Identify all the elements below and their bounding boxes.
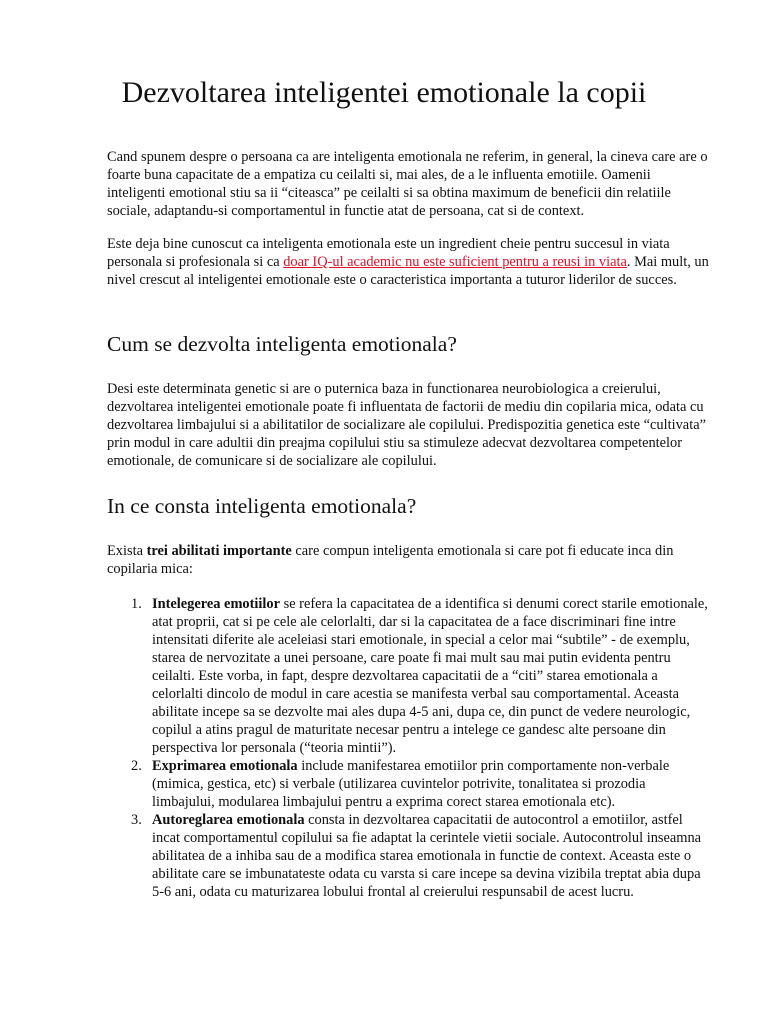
list-item-text: consta in dezvoltarea capacitatii de autocontrol a emotiilor, astfel incat comportamentul copilului sa fie adaptat la cerintele vietii sociale. Autocontrolul inseamna abilitatea de a inhiba sau de a modifica starea emotionala in functie de context. Aceasta este o abilitate care se imbunatateste odata cu varsta si care incepe sa devina vizibila treptat abia dupa 5-6 ani, odata cu maturizarea lobului frontal al creierului respunsabil de acest lucru.	[152, 812, 702, 900]
list-item	[107, 595, 711, 757]
abilities-list	[107, 595, 711, 901]
paragraph-development: Desi este determinata genetic si are o puternica baza in functionarea neurobiologica a creierului, dezvoltarea inteligentei emotionale poate fi influentata de factorii de mediu din copilaria mica, odata cu dezvoltarea limbajului si a abilitatilor de socializare ale copilului. Predispozitia genetica este “cultivata” prin modul in care adultii din preajma copilului stiu sa stimuleze adecvat dezvoltarea competentelor emotionale, de comunicare si de socializare ale copilului.	[107, 381, 706, 469]
list-item	[107, 811, 711, 901]
section-heading-components: In ce consta inteligenta emotionala?	[107, 494, 417, 518]
list-item	[107, 757, 711, 811]
intro-paragraph: Cand spunem despre o persoana ca are inteligenta emotionala ne referim, in general, la cineva care are o foarte buna capacitate de a empatiza cu ceilalti si, mai ales, de a le influenta emotiile. Oamenii inteligenti emotional stiu sa ii “citeasca” pe ceilalti si sa obtina maximum de beneficii din relatiile sociale, adaptandu-si comportamentul in functie atat de persoana, cat si de context.	[107, 149, 708, 219]
list-item-title: Autoreglarea emotionala	[152, 812, 305, 828]
list-item-title: Intelegerea emotiilor	[152, 596, 280, 612]
section-heading-development: Cum se dezvolta inteligenta emotionala?	[107, 332, 457, 356]
iq-article-link[interactable]: doar IQ-ul academic nu este suficient pentru a reusi in viata	[283, 254, 627, 270]
paragraph-text: Exista	[107, 543, 147, 559]
list-item-title: Exprimarea emotionala	[152, 758, 298, 774]
paragraph-text: . Mai mult, un nivel crescut al inteligentei emotionale este o caracteristica importanta a tuturor liderilor de succes.	[107, 254, 709, 288]
paragraph-text: Este deja bine cunoscut ca inteligenta emotionala este un ingredient cheie pentru succesul in viata personala si profesionala si ca	[107, 236, 670, 270]
list-number: 1.	[131, 596, 142, 612]
paragraph-text: care compun inteligenta emotionala si care pot fi educate inca din copilaria mica:	[107, 543, 674, 577]
paragraph-success	[107, 235, 711, 289]
paragraph-abilities-intro	[107, 542, 711, 578]
list-number: 2.	[131, 758, 142, 774]
list-item-text: include manifestarea emotiilor prin comportamente non-verbale (mimica, gestica, etc) si verbale (utilizarea cuvintelor potrivite, tonalitatea si prozodia limbajului, modularea limbajului pentru a exprima corect starea emotionala etc).	[152, 758, 670, 810]
list-number: 3.	[131, 812, 142, 828]
bold-text: trei abilitati importante	[146, 543, 292, 559]
list-item-text: se refera la capacitatea de a identifica si denumi corect starile emotionale, atat proprii, cat si pe cele ale celorlalti, dar si la capacitatea de a face discriminari fine intre intensitati diferite ale aceleiasi stari emotionale, in special a celor mai “subtile” - de exemplu, starea de nervozitate a unei persoane, care poate fi mai mult sau mai putin evidenta pentru ceilalti. Este vorba, in fapt, despre dezvoltarea capacitatii de a “citi” starea emotionala a celorlalti dincolo de modul in care acestia se manifesta verbal sau comportamental. Aceasta abilitate incepe sa se dezvolte mai ales dupa 4-5 ani, dupa ce, din punct de vedere neurologic, copilul a atins pragul de maturitate necesar pentru a intelege ce gandesc alte persoane din perspectiva lor personala (“teoria mintii”).	[152, 596, 708, 756]
page-title: Dezvoltarea inteligentei emotionale la copii	[121, 76, 647, 109]
